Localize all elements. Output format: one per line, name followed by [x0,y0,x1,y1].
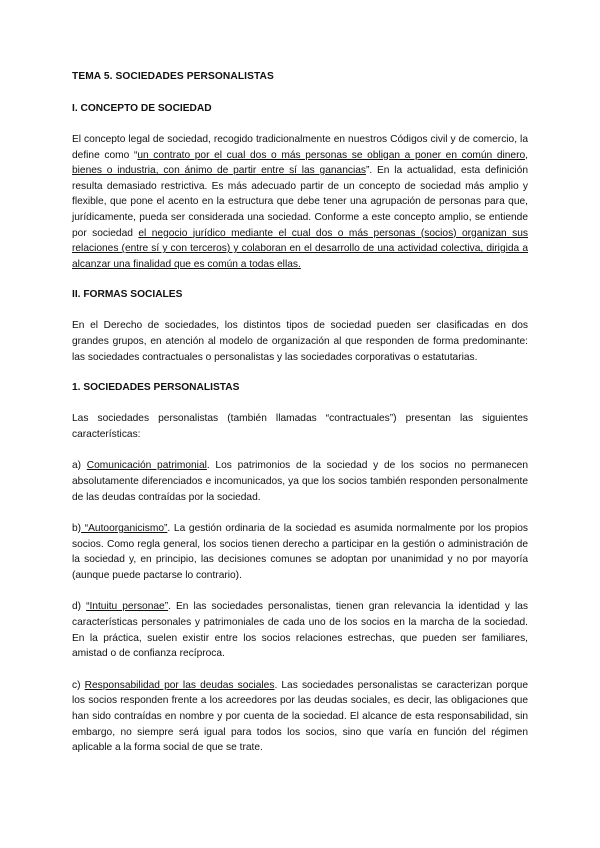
item-text: . En las sociedades personalistas, tienen gran relevancia la identidad y las características personales y patrimoniales de cada uno de los socios en la marcha de la sociedad. En la práctica, suelen existir entre los socios relaciones estrechas, que pueden ser familiares, amistad o de confianza recíproca. [72,601,528,660]
item-text: . Los patrimonios de la sociedad y de los socios no permanecen absolutamente diferenciados e incomunicados, ya que los socios también responden personalmente de las deudas contraídas por la sociedad. [72,460,529,503]
list-item-responsabilidad [72,678,528,756]
item-term: Comunicación patrimonial [86,460,207,472]
underlined-definition: un contrato por el cual dos o más personas se obligan a poner en común dinero, bienes o industria, con ánimo de partir entre sí las ganancias [72,149,528,177]
list-item-autoorganicismo [72,521,528,583]
list-item-comunicacion [72,458,528,505]
underlined-definition-broad: el negocio jurídico mediante el cual dos o más personas (socios) organizan sus relaciones (entre sí y con terceros) y colaboran en el desarrollo de una actividad colectiva, dirigida a alcanzar una finalidad que es común a todas ellas. [72,227,529,270]
item-text: . La gestión ordinaria de la sociedad es asumida normalmente por los propios socios. Como regla general, los socios tienen derecho a participar en la gestión o administración de la sociedad y, en principio, las decisiones comunes se adoptan por unanimidad y no por mayoría (aunque puede pactarse lo contrario). [72,523,528,581]
item-prefix: c) [72,679,85,691]
item-term: “Intuitu personae” [86,601,169,613]
item-text: . Las sociedades personalistas se caracterizan porque los socios responden frente a los acreedores por las deudas sociales, es decir, las obligaciones que han sido contraídas en nombre y por cuenta de la sociedad. El alcance de esta responsabilidad, sin embargo, no siempre será igual para todos los socios, sino que varía en función del régimen aplicable a la forma social de que se trate. [72,679,528,754]
item-term: “Autoorganicismo” [81,523,168,535]
item-term: Responsabilidad por las deudas sociales [84,679,275,691]
list-item-intuitu [72,599,528,661]
document-title: TEMA 5. SOCIEDADES PERSONALISTAS [72,71,274,82]
item-prefix: d) [72,601,87,613]
heading-personalistas: 1. SOCIEDADES PERSONALISTAS [72,382,240,394]
text-run: ”. En la actualidad, esta definición resulta demasiado restrictiva. Es más adecuado partir de un concepto de sociedad más amplio y flexible, que pone el acento en la estructura que debe tener una agrupación de personas para que, jurídicamente, pueda ser considerada una sociedad. Conforme a este concepto amplio, se entiende por sociedad [72,165,529,239]
text-run: El concepto legal de sociedad, recogido tradicionalmente en nuestros Códigos civil y de comercio, la define como “ [72,134,528,161]
heading-concepto: I. CONCEPTO DE SOCIEDAD [72,103,212,114]
item-prefix: a) [72,460,87,472]
paragraph-intro: Las sociedades personalistas (también llamadas “contractuales”) presentan las siguientes características: [72,413,528,440]
paragraph-concepto [72,132,528,272]
paragraph-formas: En el Derecho de sociedades, los distintos tipos de sociedad pueden ser clasificadas en dos grandes grupos, en atención al modelo de organización al que responden de forma predominante: las sociedades contractuales o personalistas y las sociedades corporativas o estatutarias. [72,320,528,363]
heading-formas: II. FORMAS SOCIALES [72,289,183,301]
item-prefix: b) [72,523,82,535]
